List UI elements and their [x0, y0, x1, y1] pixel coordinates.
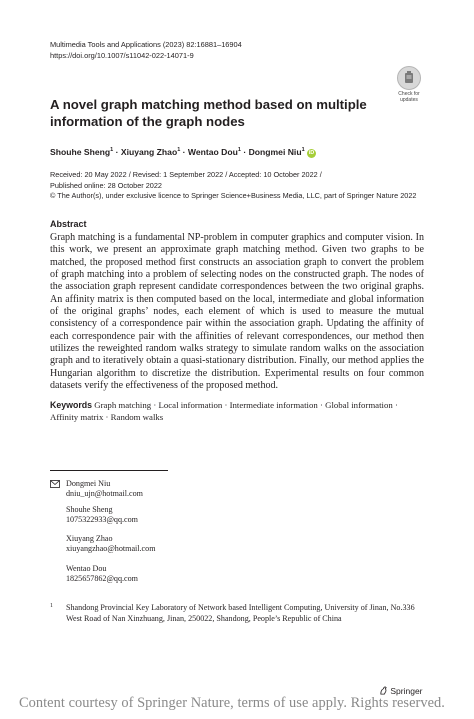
author-name[interactable]: Xiuyang Zhao [120, 147, 178, 157]
badge-line-1: Check for [398, 91, 420, 97]
author-name[interactable]: Wentao Dou [187, 147, 238, 157]
contact-entry [66, 564, 138, 585]
abstract-heading: Abstract [50, 219, 87, 229]
contact-email[interactable]: 1825657862@qq.com [66, 574, 138, 584]
affiliation-text: Shandong Provincial Key Laboratory of Network based Intelligent Computing, University of Jinan, No.336 West Road of Nan Xinzhuang, Jinan, 250022, Shandong, People’s Republic of China [66, 603, 415, 623]
author-affil-mark: 1 [110, 147, 114, 154]
dates-line: Published online: 28 October 2022 [50, 180, 162, 190]
author-affil-mark: 1 [177, 147, 181, 154]
springer-horse-icon [379, 686, 388, 695]
author-name[interactable]: Dongmei Niu [248, 147, 302, 157]
keywords-section [50, 399, 424, 424]
envelope-icon [50, 480, 60, 488]
author-affil-mark: 1 [301, 147, 305, 154]
paper-title: A novel graph matching method based on multiple information of the graph nodes [50, 97, 367, 129]
contact-email[interactable]: xiuyangzhao@hotmail.com [66, 544, 156, 554]
footnote-divider [50, 470, 168, 471]
keywords-label: Keywords [50, 400, 93, 410]
author-affil-mark: 1 [237, 147, 241, 154]
publication-dates [50, 170, 416, 202]
orcid-icon[interactable]: iD [308, 150, 315, 156]
check-updates-icon [397, 66, 421, 90]
contact-name: Dongmei Niu [66, 479, 111, 488]
contact-name: Xiuyang Zhao [66, 534, 113, 543]
doi-link[interactable]: https://doi.org/10.1007/s11042-022-14071-9 [50, 51, 194, 60]
check-for-updates-badge[interactable] [393, 66, 425, 103]
badge-label [393, 91, 425, 103]
author-name[interactable]: Shouhe Sheng [50, 147, 111, 157]
author-separator: · [240, 147, 249, 157]
contact-name: Shouhe Sheng [66, 505, 113, 514]
contact-entry [66, 479, 143, 500]
contact-entry [66, 505, 138, 526]
keywords-text: Graph matching · Local information · Intermediate information · Global information · Affinity matrix · Random walks [50, 400, 398, 423]
journal-header [50, 39, 242, 61]
contact-entry [66, 534, 156, 555]
contact-name: Wentao Dou [66, 564, 107, 573]
contact-email[interactable]: dniu_ujn@hotmail.com [66, 489, 143, 499]
author-list [50, 147, 316, 158]
affiliation-number: 1 [50, 603, 53, 609]
author-separator: · [113, 147, 121, 157]
author-separator: · [180, 147, 188, 157]
journal-citation: Multimedia Tools and Applications (2023) 82:16881–16904 [50, 40, 242, 49]
dates-line: Received: 20 May 2022 / Revised: 1 September 2022 / Accepted: 10 October 2022 / [50, 170, 322, 179]
abstract-text: Graph matching is a fundamental NP-problem in computer graphics and computer vision. In this work, we present an approximate graph matching method. Given two graphs to be matched, the proposed method first constructs an association graph to convert the problem of graph matching into a problem of selecting nodes on the constructed graph. The nodes of the association graph represent candidate correspondences between the two original graphs. An affinity matrix is then computed based on the local, intermediate and global information of the original graphs’ nodes, each element of which is used to measure the mutual consistency of a correspondence pair within the association graph. Updating the affinity of each correspondence pair with the affinities of relevant correspondences, our method then utilizes the reweighted random walks strategy to simulate random walks on the association graph and to iteratively obtain a quasi-stationary distribution. Finally, our method applies the Hungarian algorithm to discretize the distribution. Experimental results on four common datasets verify the effectiveness of the proposed method. [50, 232, 424, 392]
springer-wordmark: Springer [390, 686, 423, 696]
copyright-line: © The Author(s), under exclusive licence to Springer Science+Business Media, LLC, part of Springer Nature 2022 [50, 191, 417, 201]
badge-line-2: updates [400, 97, 418, 103]
contact-email[interactable]: 1075322933@qq.com [66, 515, 138, 525]
courtesy-notice: Content courtesy of Springer Nature, terms of use apply. Rights reserved. [19, 695, 445, 711]
